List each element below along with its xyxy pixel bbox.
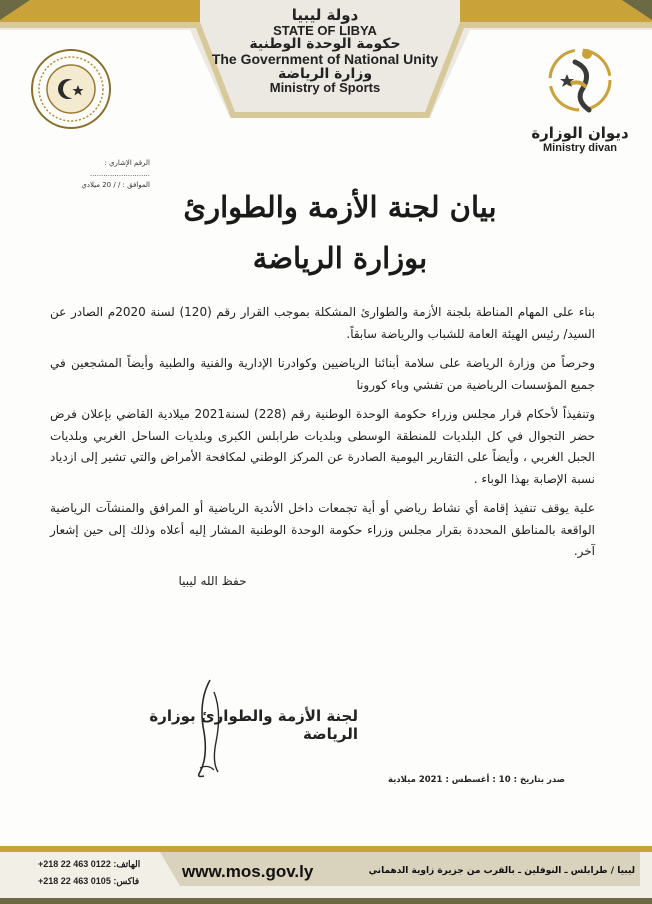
reference-date: الموافق : / / 20 ميلادي (81, 181, 150, 189)
diwan-title-ar: ديوان الوزارة (531, 124, 629, 142)
closing-line: حفظ الله ليبيا (178, 573, 247, 588)
ministry-divan-logo (545, 40, 615, 120)
header-text (175, 8, 475, 95)
body-paragraph-2: وحرصاً من وزارة الرياضة على سلامة أبنائنا الرياضيين وكوادرنا الإدارية والفنية والطبية وأيضاً المشجعين في جميع المؤسسات الرياضية من تفشي وباء كورونا (50, 356, 595, 392)
government-title-ar: حكومة الوحدة الوطنية (249, 36, 401, 53)
footer-website-link[interactable]: www.mos.gov.ly (182, 862, 314, 881)
diwan-title-en: Ministry divan (543, 142, 617, 154)
body-paragraph-4: علية يوقف تنفيذ إقامة أي نشاط رياضي أو أية تجمعات داخل الأندية الرياضية أو المرافق والمنشآت الرياضية الواقعة بالمناطق المحددة بقرار مجلس وزراء حكومة الوحدة الوطنية المشار إليه أعلاه وذلك إلى حين إشعار آخر. (50, 501, 595, 558)
footer-address: ليبيا / طرابلس ـ النوفلين ـ بالقرب من جزيرة زاوية الدهماني (368, 866, 635, 876)
statement-subtitle: بوزارة الرياضة (252, 241, 428, 275)
reference-number: الرقم الإشاري : ........................... (89, 159, 150, 178)
government-title-en: The Government of National Unity (211, 51, 439, 68)
body-paragraph-3: وتنفيذاً لأحكام قرار مجلس وزراء حكومة الوحدة الوطنية رقم (228) لسنة2021 ميلادية القاضي بإعلان فرض حضر التجوال في كل البلديات للمنطقة الوسطى وبلديات طرابلس الكبرى وبلديات الساحل الغربي وبلديات الجبل الغربي ، وأيضاً على التقارير اليومية الصادرة عن المركز الوطني لمكافحة الأمراض والتي تشير إلى ازدياد نسبة الإصابة بهذا الوباء . (50, 407, 595, 486)
libya-seal-logo (30, 48, 112, 130)
ministry-title-ar: وزارة الرياضة (277, 65, 373, 82)
statement-title: بيان لجنة الأزمة والطوارئ (183, 190, 497, 224)
state-title-ar: دولة ليبيا (291, 6, 359, 24)
issue-date: صدر بتاريخ : 10 : أغسطس : 2021 ميلادية (387, 775, 565, 785)
reference-block (50, 158, 150, 191)
committee-signature-title: لجنة الأزمة والطوارئ بوزارة الرياضة (149, 707, 358, 743)
footer-fax: +218 22 463 0105 :فاكس (38, 876, 140, 886)
ministry-title-en: Ministry of Sports (269, 80, 381, 96)
footer-phone: +218 22 463 0122 :الهاتف (38, 859, 141, 869)
body-paragraph-1: بناء على المهام المناطة بلجنة الأزمة والطوارئ المشكلة بموجب القرار رقم (120) لسنة 2020م الصادر عن السيد/ رئيس الهيئة العامة للشباب والرياضة سابقاً. (50, 305, 595, 341)
statement-body (50, 302, 595, 600)
state-title-en: STATE OF LIBYA (273, 22, 377, 38)
diwan-label (525, 124, 635, 154)
